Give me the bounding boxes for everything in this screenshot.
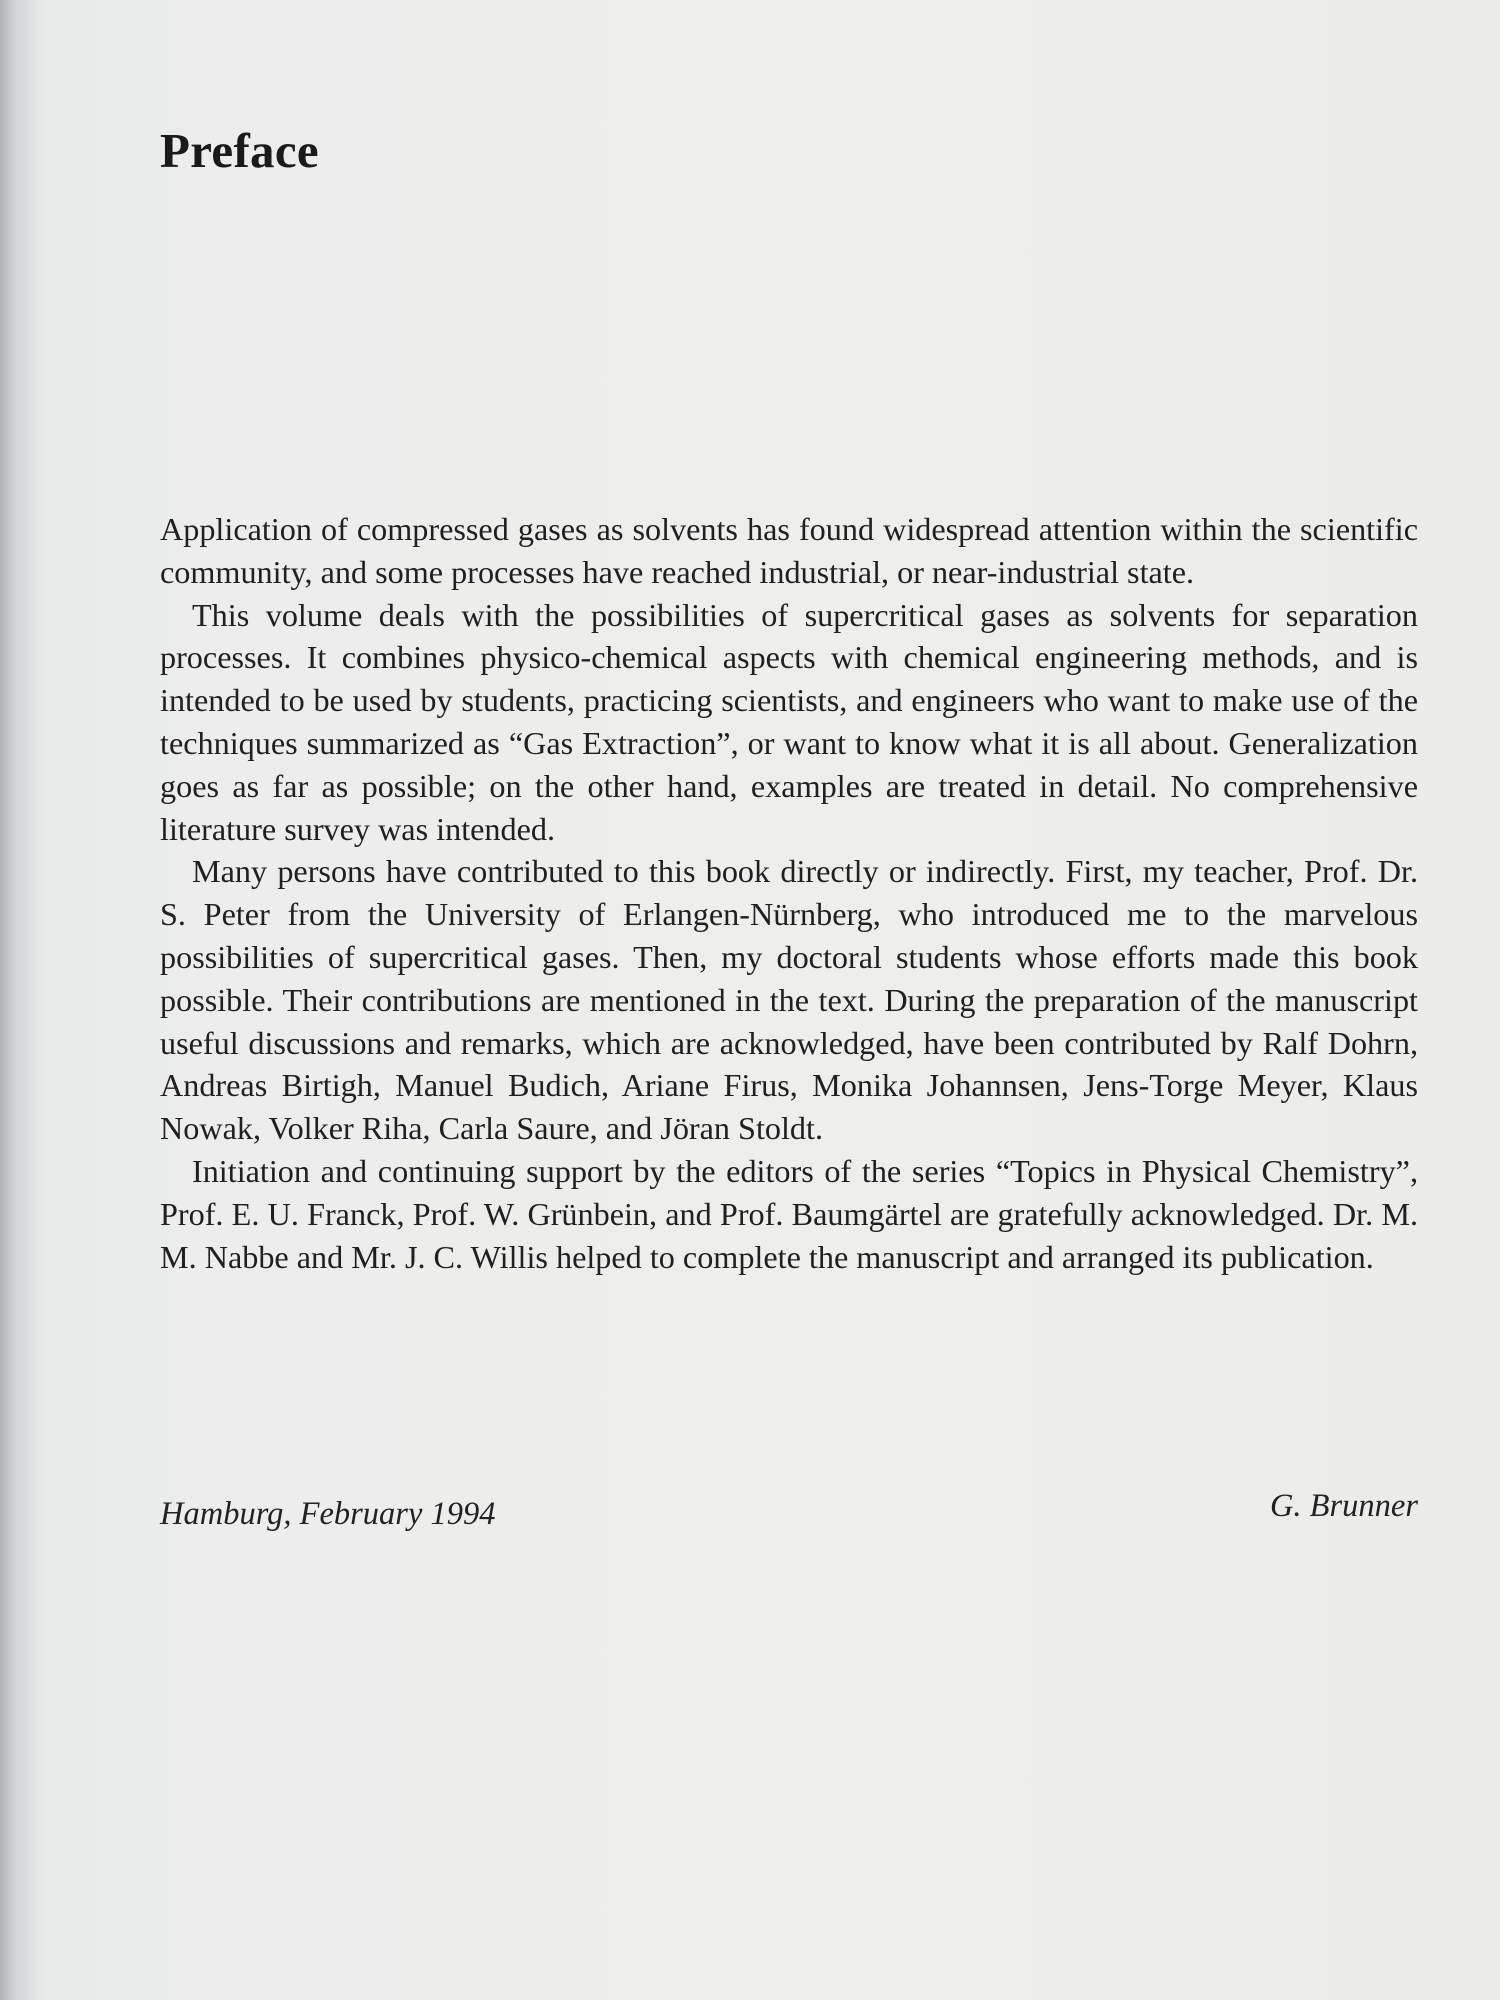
paragraph-2: This volume deals with the possibilities of supercritical gases as solvents for separation processes. It combines physico-chemical aspects with chemical engineering methods, and is intended to be used by students, practicing scientists, and engineers who want to make use of the techniques summarized as “Gas Extraction”, or want to know what it is all about. Generalization goes as far as possible; on the other hand, examples are treated in detail. No comprehensive literature survey was intended. [160, 596, 1418, 847]
paragraph-1: Application of compressed gases as solvents has found widespread attention within the scientific community, and some processes have reached industrial, or near-industrial state. [160, 511, 1418, 590]
place-and-date: Hamburg, February 1994 [160, 1496, 496, 1532]
page-title: Preface [160, 123, 319, 178]
author-name: G. Brunner [1269, 1488, 1418, 1524]
paragraph-4: Initiation and continuing support by the editors of the series “Topics in Physical Chemistry”, Prof. E. U. Franck, Prof. W. Grünbein, and Prof. Baumgärtel are gratefully acknowledged. Dr. M. M. Nabbe and Mr. J. C. Willis helped to complete the manuscript and arranged its publication. [160, 1152, 1418, 1275]
paragraph-3: Many persons have contributed to this book directly or indirectly. First, my teacher, Prof. Dr. S. Peter from the University of Erlangen-Nürnberg, who introduced me to the marvelous possibilities of supercritical gases. Then, my doctoral students whose efforts made this book possible. Their contributions are mentioned in the text. During the preparation of the manuscript useful discussions and remarks, which are acknowledged, have been contributed by Ralf Dohrn, Andreas Birtigh, Manuel Budich, Ariane Firus, Monika Johannsen, Jens-Torge Meyer, Klaus Nowak, Volker Riha, Carla Saure, and Jöran Stoldt. [160, 853, 1418, 1147]
preface-body [160, 508, 1418, 1278]
